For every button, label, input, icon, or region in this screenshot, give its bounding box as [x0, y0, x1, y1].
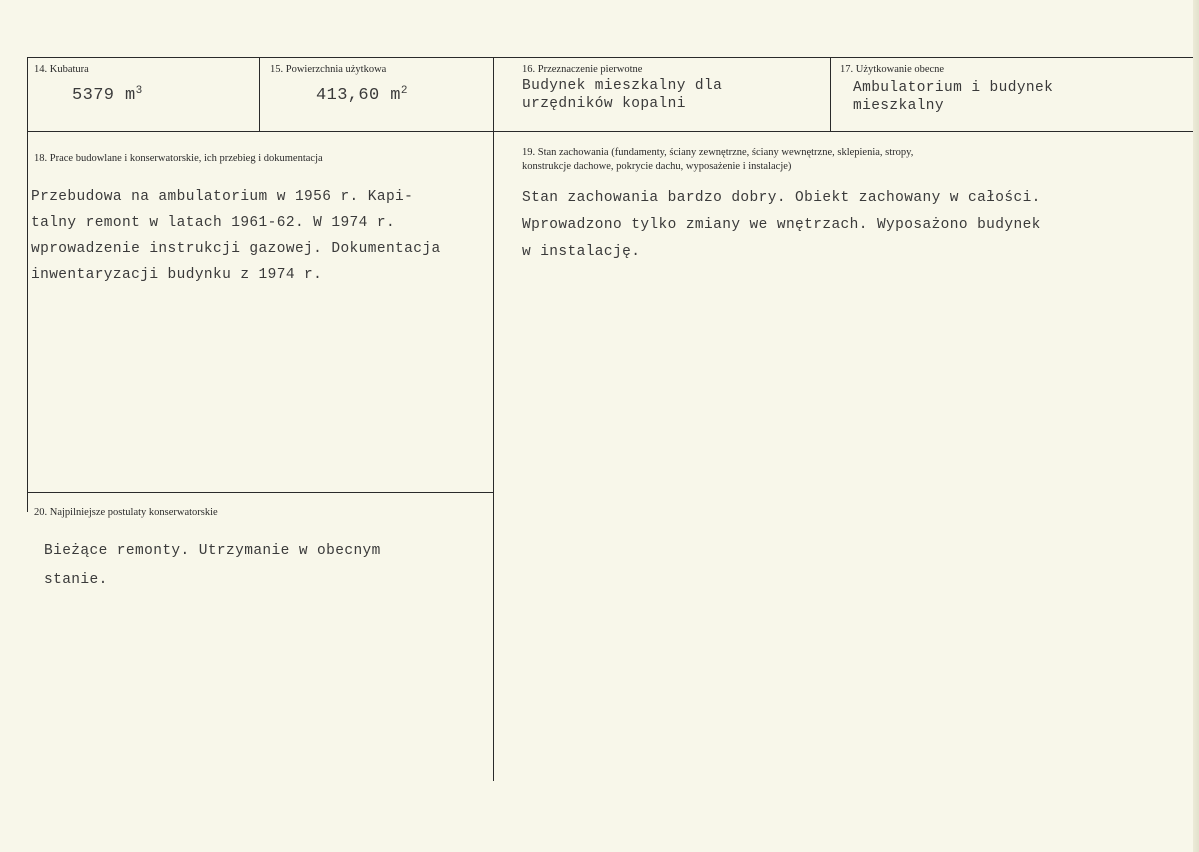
field-16-label: 16. Przeznaczenie pierwotne [522, 64, 643, 75]
divider-16-17 [830, 57, 831, 131]
field-17-line: Ambulatorium i budynek [853, 80, 1054, 96]
field-20-label: 20. Najpilniejsze postulaty konserwatorskie [34, 507, 218, 518]
field-15-value [316, 78, 408, 109]
field-19-line: Wprowadzono tylko zmiany we wnętrzach. Wyposażono budynek [522, 217, 1041, 233]
field-18-line: Przebudowa na ambulatorium w 1956 r. Kapi- [31, 189, 414, 205]
divider-14-15 [259, 57, 260, 131]
area-text: 413,60 m [316, 86, 401, 105]
field20-left-border [27, 492, 28, 512]
field-20-line: Bieżące remonty. Utrzymanie w obecnym [44, 543, 381, 559]
field-19-line: w instalację. [522, 244, 641, 260]
field-17-label: 17. Użytkowanie obecne [840, 64, 945, 75]
field-14-label: 14. Kubatura [34, 64, 89, 75]
field-17-value [853, 79, 1053, 115]
top-rule [27, 57, 1197, 58]
field-19-label-line: 19. Stan zachowania (fundamenty, ściany zewnętrzne, ściany wewnętrzne, sklepienia, stropy, [522, 147, 914, 158]
field-18-line: wprowadzenie instrukcji gazowej. Dokumentacja [31, 241, 441, 257]
volume-exponent: 3 [135, 85, 143, 97]
left-border [27, 57, 28, 496]
field-19-label [522, 146, 913, 174]
field-18-line: inwentaryzacji budynku z 1974 r. [31, 267, 323, 283]
field-16-line: urzędników kopalni [522, 96, 686, 112]
volume-text: 5379 m [72, 86, 136, 105]
field-14-value [72, 78, 143, 109]
row1-bottom-rule [27, 131, 1197, 132]
field-19-line: Stan zachowania bardzo dobry. Obiekt zachowany w całości. [522, 190, 1041, 206]
field-18-line: talny remont w latach 1961-62. W 1974 r. [31, 215, 396, 231]
card-edge-shadow [1193, 0, 1199, 852]
field-17-line: mieszkalny [853, 98, 945, 114]
center-divider [493, 57, 494, 781]
field-16-value [522, 77, 722, 113]
field-18-value [31, 184, 441, 288]
field-20-value [44, 537, 381, 595]
field-19-value [522, 185, 1041, 266]
area-exponent: 2 [400, 85, 408, 97]
field-15-label: 15. Powierzchnia użytkowa [270, 64, 387, 75]
field-20-line: stanie. [44, 572, 108, 588]
field-18-label: 18. Prace budowlane i konserwatorskie, ich przebieg i dokumentacja [34, 153, 323, 164]
field20-top-rule [27, 492, 493, 493]
field-16-line: Budynek mieszkalny dla [522, 78, 723, 94]
field-19-label-line: konstrukcje dachowe, pokrycie dachu, wyposażenie i instalacje) [522, 161, 792, 172]
